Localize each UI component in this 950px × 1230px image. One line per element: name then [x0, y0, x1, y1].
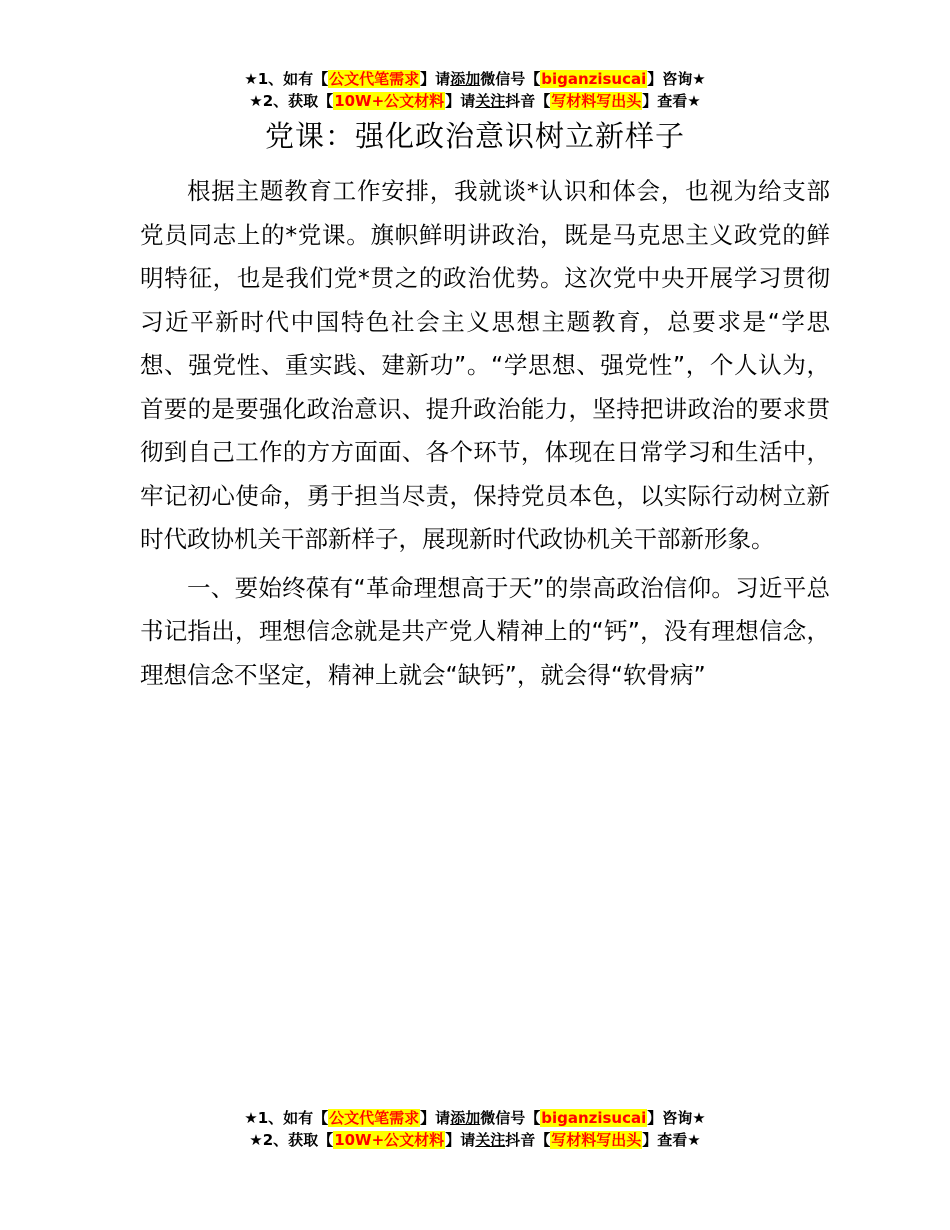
banner-text: 】请 — [445, 1131, 476, 1149]
banner-text: ★2、获取【 — [249, 1131, 334, 1149]
banner-text: 】咨询★ — [647, 1109, 706, 1127]
highlight-wechat-id: biganzisucai — [541, 70, 647, 88]
banner-line-2 — [0, 90, 950, 112]
banner-emphasis: 添加 — [450, 1109, 481, 1127]
banner-line-1 — [0, 68, 950, 90]
paragraph-section-one: 一、要始终葆有“革命理想高于天”的崇高政治信仰。习近平总书记指出，理想信念就是共产党人精神上的“钙”，没有理想信念，理想信念不坚定，精神上就会“缺钙”，就会得“软骨病” — [140, 573, 830, 689]
banner-text: 抖音【 — [505, 1131, 551, 1149]
highlight-materials: 10W+公文材料 — [334, 92, 445, 110]
banner-emphasis: 关注 — [475, 92, 506, 110]
banner-text: 】查看★ — [642, 92, 701, 110]
highlight-douyin-id: 写材料写出头 — [551, 92, 642, 110]
highlight-service: 公文代笔需求 — [329, 1109, 420, 1127]
banner-text: ★2、获取【 — [249, 92, 334, 110]
banner-text: 抖音【 — [505, 92, 551, 110]
banner-emphasis: 添加 — [450, 70, 481, 88]
paragraph-intro: 根据主题教育工作安排，我就谈*认识和体会，也视为给支部党员同志上的*党课。旗帜鲜明讲政治，既是马克思主义政党的鲜明特征，也是我们党*贯之的政治优势。这次党中央开展学习贯彻习近平新时代中国特色社会主义思想主题教育，总要求是“学思想、强党性、重实践、建新功”。“学思想、强党性”，个人认为，首要的是要强化政治意识、提升政治能力，坚持把讲政治的要求贯彻到自己工作的方方面面、各个环节，体现在日常学习和生活中，牢记初心使命，勇于担当尽责，保持党员本色，以实际行动树立新时代政协机关干部新样子，展现新时代政协机关干部新形象。 — [140, 177, 830, 553]
highlight-materials: 10W+公文材料 — [334, 1131, 445, 1149]
document-title: 党课：强化政治意识树立新样子 — [264, 119, 685, 153]
banner-text: 】请 — [420, 70, 451, 88]
banner-line-2 — [0, 1129, 950, 1151]
banner-text: ★1、如有【 — [244, 1109, 329, 1127]
banner-text: ★1、如有【 — [244, 70, 329, 88]
banner-text: 】查看★ — [642, 1131, 701, 1149]
header-banner — [0, 68, 950, 112]
banner-text: 微信号【 — [480, 70, 541, 88]
highlight-wechat-id: biganzisucai — [541, 1109, 647, 1127]
footer-banner — [0, 1107, 950, 1151]
document-body — [140, 170, 830, 702]
banner-text: 】咨询★ — [647, 70, 706, 88]
banner-text: 】请 — [445, 92, 476, 110]
highlight-douyin-id: 写材料写出头 — [551, 1131, 642, 1149]
banner-emphasis: 关注 — [475, 1131, 506, 1149]
banner-text: 】请 — [420, 1109, 451, 1127]
banner-line-1 — [0, 1107, 950, 1129]
highlight-service: 公文代笔需求 — [329, 70, 420, 88]
banner-text: 微信号【 — [480, 1109, 541, 1127]
